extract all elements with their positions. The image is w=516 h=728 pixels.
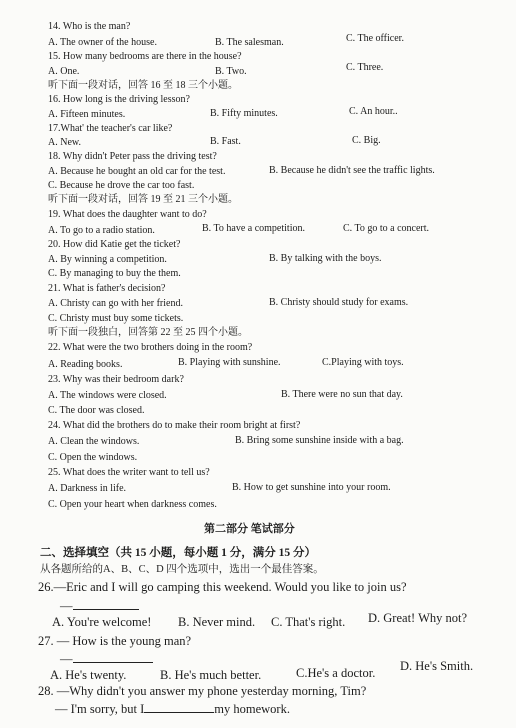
q21-stem: 21. What is father's decision? [48, 283, 166, 294]
q14-stem: 14. Who is the man? [48, 21, 131, 32]
q27-dash: — [60, 652, 73, 666]
q18-option-a: A. Because he bought an old car for the test. [48, 166, 226, 177]
q28-stem: 28. —Why didn't you answer my phone yesterday morning, Tim? [38, 684, 367, 698]
listening-direction-2: 听下面一段对话，回答 19 至 21 三个小题。 [48, 194, 238, 205]
q18-option-c: C. Because he drove the car too fast. [48, 180, 195, 191]
q14-option-c: C. The officer. [346, 33, 404, 44]
q26-option-a: A. You're welcome! [52, 615, 152, 629]
section-title: 二、选择填空（共 15 小题，每小题 1 分，满分 15 分） [40, 547, 316, 559]
q22-option-a: A. Reading books. [48, 359, 123, 370]
q16-option-b: B. Fifty minutes. [210, 108, 278, 119]
q20-stem: 20. How did Katie get the ticket? [48, 239, 181, 250]
q25-option-b: B. How to get sunshine into your room. [232, 482, 391, 493]
q22-option-c: C.Playing with toys. [322, 357, 404, 368]
q21-option-b: B. Christy should study for exams. [269, 297, 409, 308]
listening-direction-1: 听下面一段对话，回答 16 至 18 三个小题。 [48, 80, 238, 91]
q18-stem: 18. Why didn't Peter pass the driving test? [48, 151, 217, 162]
q26-reply-line [60, 598, 139, 614]
q24-option-c: C. Open the windows. [48, 452, 138, 463]
q26-stem: 26.—Eric and I will go camping this weekend. Would you like to join us? [38, 580, 407, 594]
listening-direction-3: 听下面一段独白，回答第 22 至 25 四个小题。 [48, 327, 248, 338]
q14-option-b: B. The salesman. [215, 37, 284, 48]
q28-reply-line [55, 701, 290, 717]
q16-stem: 16. How long is the driving lesson? [48, 94, 190, 105]
q18-option-b: B. Because he didn't see the traffic lights. [269, 165, 435, 176]
q26-answer-blank[interactable] [73, 598, 139, 610]
q19-option-a: A. To go to a radio station. [48, 225, 155, 236]
q15-stem: 15. How many bedrooms are there in the house? [48, 51, 242, 62]
q20-option-a: A. By winning a competition. [48, 254, 167, 265]
q21-option-a: A. Christy can go with her friend. [48, 298, 183, 309]
q27-option-b: B. He's much better. [160, 668, 262, 682]
q17-option-c: C. Big. [352, 135, 381, 146]
q19-option-b: B. To have a competition. [202, 223, 305, 234]
q27-stem: 27. — How is the young man? [38, 634, 192, 648]
q27-reply-line [60, 651, 153, 667]
q24-option-b: B. Bring some sunshine inside with a bag. [235, 435, 404, 446]
q28-reply-start: — I'm sorry, but I [55, 702, 145, 716]
q25-stem: 25. What does the writer want to tell us? [48, 467, 210, 478]
q23-option-b: B. There were no sun that day. [281, 389, 403, 400]
q15-option-c: C. Three. [346, 62, 384, 73]
q25-option-c: C. Open your heart when darkness comes. [48, 499, 217, 510]
q27-option-a: A. He's twenty. [50, 668, 127, 682]
q16-option-c: C. An hour.. [349, 106, 398, 117]
q26-option-c: C. That's right. [271, 615, 346, 629]
q19-option-c: C. To go to a concert. [343, 223, 430, 234]
q25-option-a: A. Darkness in life. [48, 483, 127, 494]
q23-option-c: C. The door was closed. [48, 405, 145, 416]
q24-stem: 24. What did the brothers do to make their room bright at first? [48, 420, 301, 431]
q21-option-c: C. Christy must buy some tickets. [48, 313, 184, 324]
q20-option-b: B. By talking with the boys. [269, 253, 382, 264]
q14-option-a: A. The owner of the house. [48, 37, 157, 48]
q15-option-a: A. One. [48, 66, 80, 77]
q24-option-a: A. Clean the windows. [48, 436, 140, 447]
part-two-heading: 第二部分 笔试部分 [204, 523, 295, 535]
q27-answer-blank[interactable] [73, 651, 153, 663]
q26-option-d: D. Great! Why not? [368, 611, 468, 625]
q19-stem: 19. What does the daughter want to do? [48, 209, 207, 220]
q16-option-a: A. Fifteen minutes. [48, 109, 126, 120]
q15-option-b: B. Two. [215, 66, 247, 77]
q27-option-d: D. He's Smith. [400, 659, 474, 673]
q22-stem: 22. What were the two brothers doing in the room? [48, 342, 253, 353]
q17-option-b: B. Fast. [210, 136, 241, 147]
q17-option-a: A. New. [48, 137, 81, 148]
q20-option-c: C. By managing to buy the them. [48, 268, 181, 279]
q28-answer-blank[interactable] [144, 701, 214, 713]
section-instruction: 从各题所给的A、B、C、D 四个选项中，选出一个最佳答案。 [40, 564, 324, 575]
q23-option-a: A. The windows were closed. [48, 390, 167, 401]
q26-dash: — [60, 599, 73, 613]
q22-option-b: B. Playing with sunshine. [178, 357, 281, 368]
q26-option-b: B. Never mind. [178, 615, 256, 629]
q28-reply-end: my homework. [214, 702, 290, 716]
q27-option-c: C.He's a doctor. [296, 666, 376, 680]
q17-stem: 17.What' the teacher's car like? [48, 123, 173, 134]
q23-stem: 23. Why was their bedroom dark? [48, 374, 184, 385]
